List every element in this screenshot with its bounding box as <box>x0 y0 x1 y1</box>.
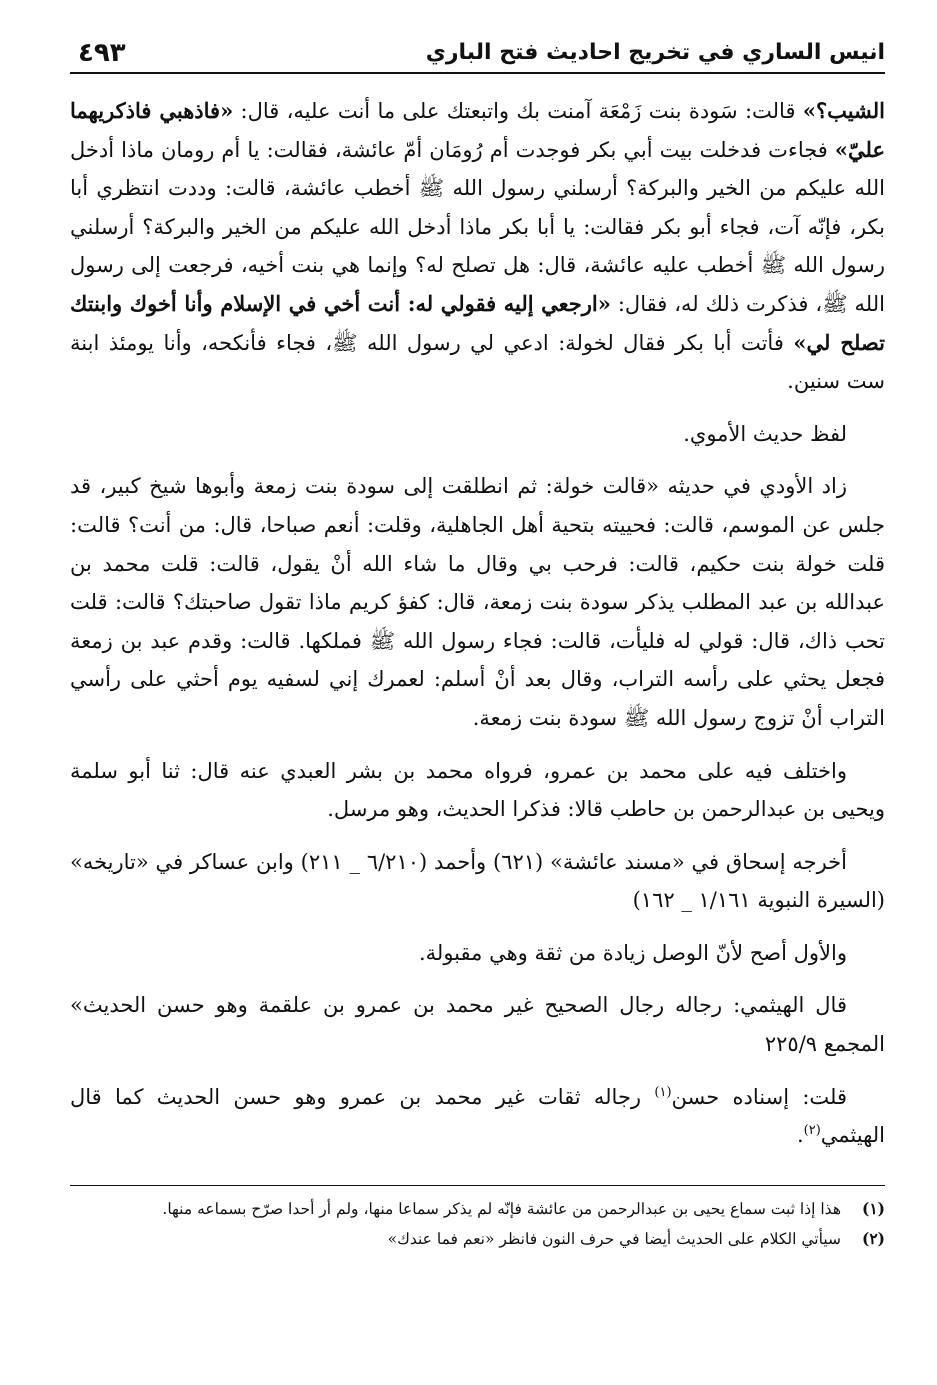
footnote-text: سيأتي الكلام على الحديث أيضا في حرف النون فانظر «نعم فما عندك» <box>387 1229 841 1248</box>
text-run: قال الهيثمي: رجاله رجال الصحيح غير محمد بن عمرو بن علقمة وهو حسن الحديث» المجمع ٢٢٥/٩ <box>70 993 885 1057</box>
page-header <box>70 32 885 74</box>
paragraph <box>70 92 885 401</box>
footnote-reference: (٢) <box>803 1123 821 1139</box>
text-run: واختلف فيه على محمد بن عمرو، فرواه محمد بن بشر العبدي عنه قال: ثنا أبو سلمة ويحيى بن عبدالرحمن بن حاطب قالا: فذكرا الحديث، وهو مرسل. <box>70 758 885 822</box>
paragraph <box>70 415 885 454</box>
text-run: لفظ حديث الأموي. <box>683 421 847 446</box>
paragraph <box>70 467 885 737</box>
footnotes <box>70 1194 885 1254</box>
paragraph <box>70 1078 885 1155</box>
footnote-number: (١) <box>861 1198 885 1218</box>
body-text <box>70 92 885 1155</box>
footnote-text: هذا إذا ثبت سماع يحيى بن عبدالرحمن من عائشة فإنّه لم يذكر سماعا منها، ولم أر أحدا صرّح بسماعه منها. <box>162 1199 841 1218</box>
bold-text: «فاذهبي فاذكريهما عليّ» <box>70 98 885 162</box>
text-run: زاد الأودي في حديثه «قالت خولة: ثم انطلقت إلى سودة بنت زمعة وأبوها شيخ كبير، قد جلس عن الموسم، قالت: فحييته بتحية أهل الجاهلية، وقلت: أنعم صباحا، قال: من أنت؟ قالت: قلت خولة بنت حكيم، قالت: فرحب بي وقال ما شاء الله أنْ يقول، قالت: قلت محمد بن عبدالله بن عبد المطلب يذكر سودة بنت زمعة، قال: كفؤ كريم ماذا تقول صاحبتك؟ قالت: قلت تحب ذاك، قال: قولي له فليأت، قالت: فجاء رسول الله ﷺ فملكها. قالت: وقدم عبد بن زمعة فجعل يحثي على رأسه التراب، وقال بعد أنْ أسلم: لعمرك إني لسفيه يوم أحثي على رأسي التراب أنْ تزوج رسول الله ﷺ سودة بنت زمعة. <box>70 474 885 730</box>
footnote-number: (٢) <box>861 1228 885 1248</box>
text-run: فجاءت فدخلت بيت أبي بكر فوجدت أم رُومَان أمّ عائشة، فقالت: يا أم رومان ماذا أدخل الله عليكم من الخير والبركة؟ أرسلني رسول الله ﷺ أخطب عائشة، قالت: وددت انتظري أبا بكر، فإنّه آت، فجاء أبو بكر فقالت: يا أبا بكر ماذا أدخل الله عليكم من الخير والبركة؟ أرسلني رسول الله ﷺ أخطب عليه عائشة، قال: هل تصلح له؟ وإنما هي بنت أخيه، فرجعت إلى رسول الله ﷺ، فذكرت ذلك له، فقال: <box>70 137 885 316</box>
text-run: قالت: سَودة بنت زَمْعَة آمنت بك واتبعتك على ما أنت عليه، قال: <box>233 99 803 123</box>
text-run: . <box>796 1123 804 1148</box>
footnote-reference: (١) <box>654 1084 672 1100</box>
paragraph <box>70 934 885 973</box>
footnote <box>70 1194 885 1224</box>
footnote-divider <box>70 1185 885 1186</box>
book-page <box>70 32 885 1254</box>
text-run: والأول أصح لأنّ الوصل زيادة من ثقة وهي مقبولة. <box>419 940 847 965</box>
bold-text: «ارجعي إليه فقولي له: أنت أخي في الإسلام وأنا أخوك وابنتك تصلح لي» <box>70 290 885 355</box>
text-run: رجاله ثقات غير محمد بن عمرو وهو حسن الحديث كما قال الهيثمي <box>70 1084 885 1148</box>
text-run: فأتت أبا بكر فقال لخولة: ادعي لي رسول الله ﷺ، فجاء فأنكحه، وأنا يومئذ ابنة ست سنين. <box>70 330 885 394</box>
paragraph <box>70 986 885 1063</box>
page-number: ٤٩٣ <box>78 38 126 68</box>
text-run: أخرجه إسحاق في «مسند عائشة» (٦٢١) وأحمد (٦/٢١٠ _ ٢١١) وابن عساكر في «تاريخه» (السيرة النبوية ١/١٦١ _ ١٦٢) <box>70 849 885 913</box>
paragraph <box>70 752 885 829</box>
text-run: قلت: إسناده حسن <box>671 1084 847 1109</box>
bold-text: الشيب؟» <box>802 98 886 123</box>
paragraph <box>70 843 885 920</box>
footnote <box>70 1224 885 1254</box>
running-title: انيس الساري في تخريج احاديث فتح الباري <box>425 40 885 65</box>
